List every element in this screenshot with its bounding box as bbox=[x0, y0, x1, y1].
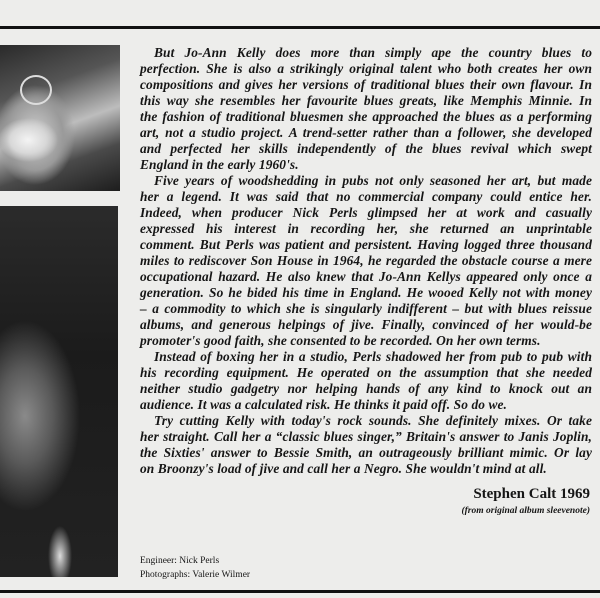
sleeve-note-text bbox=[140, 45, 592, 477]
text-line: her a legend. It was said that no commercial company could entice her. bbox=[140, 189, 592, 204]
text-line: But Jo-Ann Kelly does more than simply ape the country blues to bbox=[154, 45, 592, 60]
text-line: perfection. She is also a strikingly original talent who both creates her own bbox=[140, 61, 592, 76]
paragraph bbox=[140, 413, 592, 477]
text-line: art, not a studio project. A trend-setter rather than a follower, she developed bbox=[140, 125, 592, 140]
credit-photographs: Photographs: Valerie Wilmer bbox=[140, 570, 251, 580]
text-line: the Sixties' answer to Bessie Smith, an outrageously brilliant mimic. Or lay bbox=[140, 445, 592, 460]
text-line: Five years of woodshedding in pubs not only seasoned her art, but made bbox=[154, 173, 592, 188]
text-line: miles to rediscover Son House in 1964, he regarded the obstacle course a mere bbox=[140, 253, 592, 268]
text-line: and perfected her skills independently of the blues revival which swept bbox=[140, 141, 592, 156]
top-rule bbox=[0, 26, 600, 29]
text-line: England in the early 1960's. bbox=[140, 157, 299, 172]
author-signature: Stephen Calt 1969 bbox=[473, 486, 590, 502]
text-line: this way she resembles her favourite blues greats, like Memphis Minnie. In bbox=[140, 93, 592, 108]
source-note: (from original album sleevenote) bbox=[461, 506, 590, 516]
paragraph bbox=[140, 349, 592, 413]
portrait-photo-bottom bbox=[0, 206, 118, 577]
glasses-detail bbox=[20, 75, 52, 105]
text-line: his recording equipment. He operated on the assumption that she needed bbox=[140, 365, 592, 380]
portrait-photo-top bbox=[0, 45, 120, 191]
text-line: compositions and gives her versions of traditional blues their own flavour. In bbox=[140, 77, 592, 92]
text-line: on Broonzy's load of jive and call her a Negro. She wouldn't mind at all. bbox=[140, 461, 547, 476]
text-line: expressed his interest in recording her, she returned an unprintable bbox=[140, 221, 592, 236]
credit-engineer: Engineer: Nick Perls bbox=[140, 556, 220, 566]
text-line: comment. But Perls was patient and persistent. Having logged three thousand bbox=[140, 237, 592, 252]
paragraph bbox=[140, 45, 592, 173]
text-line: the fashion of traditional bluesmen she approached the blues as a performing bbox=[140, 109, 592, 124]
text-line: albums, and generous helpings of jive. Finally, convinced of her would-be bbox=[140, 317, 592, 332]
text-line: Instead of boxing her in a studio, Perls shadowed her from pub to pub with bbox=[154, 349, 592, 364]
text-line: promoter's good faith, she consented to be recorded. On her own terms. bbox=[140, 333, 541, 348]
text-line: generation. So he bided his time in England. He wooed Kelly not with money bbox=[140, 285, 592, 300]
text-line: occupational hazard. He also knew that Jo-Ann Kellys appeared only once a bbox=[140, 269, 592, 284]
bottom-rule bbox=[0, 590, 600, 593]
text-line: – a commodity to which she is singularly indifferent – but with blues reissue bbox=[140, 301, 592, 316]
text-line: Indeed, when producer Nick Perls glimpsed her at work and casually bbox=[140, 205, 592, 220]
text-line: her straight. Call her a “classic blues singer,” Britain's answer to Janis Joplin, bbox=[140, 429, 592, 444]
text-line: Try cutting Kelly with today's rock sounds. She definitely mixes. Or take bbox=[154, 413, 592, 428]
paragraph bbox=[140, 173, 592, 349]
text-line: audience. It was a calculated risk. He thinks it paid off. So do we. bbox=[140, 397, 507, 412]
text-line: neither studio gadgetry nor helping hands of any kind to knock out an bbox=[140, 381, 592, 396]
